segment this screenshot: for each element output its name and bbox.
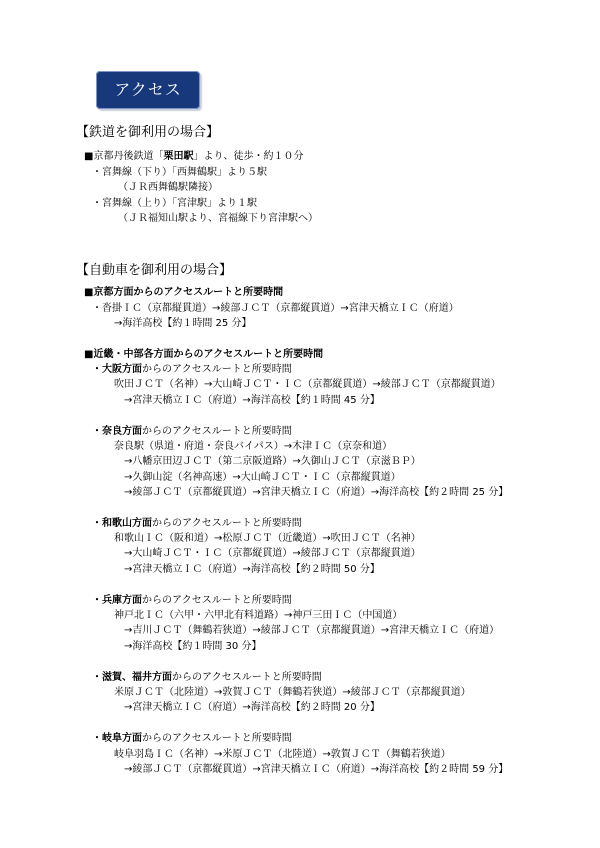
route-line: →宮津天橋立ＩＣ（府道）→海洋高校【約２時間 20 分】 — [124, 702, 380, 713]
section-suffix: からのアクセスルートと所要時間 — [172, 672, 322, 683]
rail-line: （ＪＲ西舞鶴駅隣接） — [118, 182, 218, 193]
section-title-wakayama — [92, 517, 302, 531]
kyoto-route-line: ・沓掛ＩＣ（京都縦貫道）→綾部ＪＣＴ（京都縦貫道）→宮津天橋立ＩＣ（府道） — [92, 303, 459, 314]
page-title: アクセス — [96, 71, 200, 109]
rail-main-station: 栗田駅 — [163, 151, 194, 162]
section-suffix: からのアクセスルートと所要時間 — [142, 364, 292, 375]
route-line: →海洋高校【約１時間 30 分】 — [124, 641, 262, 652]
rail-main-line — [84, 150, 303, 164]
car-heading: 【自動車を御利用の場合】 — [76, 263, 233, 278]
route-line: →八幡京田辺ＪＣＴ（第二京阪道路）→久御山ＪＣＴ（京滋ＢＰ） — [124, 456, 421, 467]
section-title-nara — [92, 425, 292, 439]
route-line: →宮津天橋立ＩＣ（府道）→海洋高校【約１時間 45 分】 — [124, 395, 380, 406]
kyoto-route-line: →海洋高校【約１時間 25 分】 — [114, 318, 252, 329]
route-line: 吹田ＪＣＴ（名神）→大山崎ＪＣＴ・ＩＣ（京都縦貫道）→綾部ＪＣＴ（京都縦貫道） — [114, 379, 501, 390]
section-area: ・兵庫方面 — [92, 595, 142, 606]
rail-main-pre: ■京都丹後鉄道「 — [84, 151, 164, 162]
route-line: →吉川ＪＣＴ（舞鶴若狭道）→綾部ＪＣＴ（京都縦貫道）→宮津天橋立ＩＣ（府道） — [124, 625, 500, 636]
route-line: 和歌山ＩＣ（阪和道）→松原ＪＣＴ（近畿道）→吹田ＪＣＴ（名神） — [114, 533, 421, 544]
section-area: ・奈良方面 — [92, 426, 142, 437]
section-area: ・岐阜方面 — [92, 733, 142, 744]
route-line: 岐阜羽島ＩＣ（名神）→米原ＪＣＴ（北陸道）→敦賀ＪＣＴ（舞鶴若狭道） — [114, 749, 451, 760]
rail-main-post: 」より、徒歩・約１０分 — [193, 151, 304, 162]
kyoto-title: ■京都方面からのアクセスルートと所要時間 — [84, 287, 284, 298]
route-line: 奈良駅（県道・府道・奈良バイパス）→木津ＩＣ（京奈和道） — [114, 441, 393, 452]
rail-line: ・宮舞線（下り）「西舞鶴駅」より５駅 — [92, 167, 267, 178]
section-area: ・滋賀、福井方面 — [92, 672, 172, 683]
section-title-osaka — [92, 363, 292, 377]
rail-line: ・宮舞線（上り）「宮津駅」より１駅 — [92, 198, 257, 209]
rail-heading: 【鉄道を御利用の場合】 — [76, 125, 220, 140]
route-line: 米原ＪＣＴ（北陸道）→敦賀ＪＣＴ（舞鶴若狭道）→綾部ＪＣＴ（京都縦貫道） — [114, 687, 471, 698]
section-suffix: からのアクセスルートと所要時間 — [142, 426, 292, 437]
route-line: →綾部ＪＣＴ（京都縦貫道）→宮津天橋立ＩＣ（府道）→海洋高校【約２時間 59 分】 — [124, 764, 509, 775]
route-line: →大山崎ＪＣＴ・ＩＣ（京都縦貫道）→綾部ＪＣＴ（京都縦貫道） — [124, 548, 421, 559]
route-line: →綾部ＪＣＴ（京都縦貫道）→宮津天橋立ＩＣ（府道）→海洋高校【約２時間 25 分】 — [124, 487, 509, 498]
route-line: →久御山淀（名神高速）→大山崎ＪＣＴ・ＩＣ（京都縦貫道） — [124, 472, 401, 483]
section-title-hyogo — [92, 594, 292, 608]
rail-line: （ＪＲ福知山駅より、宮福線下り宮津駅へ） — [118, 213, 318, 224]
section-suffix: からのアクセスルートと所要時間 — [142, 595, 292, 606]
route-line: →宮津天橋立ＩＣ（府道）→海洋高校【約２時間 50 分】 — [124, 564, 380, 575]
section-title-shiga-fukui — [92, 671, 322, 685]
section-suffix: からのアクセスルートと所要時間 — [152, 518, 302, 529]
section-area: ・和歌山方面 — [92, 518, 152, 529]
section-title-gifu — [92, 732, 292, 746]
section-area: ・大阪方面 — [92, 364, 142, 375]
kinki-title: ■近畿・中部各方面からのアクセスルートと所要時間 — [84, 349, 324, 360]
section-suffix: からのアクセスルートと所要時間 — [142, 733, 292, 744]
route-line: 神戸北ＩＣ（六甲・六甲北有料道路）→神戸三田ＩＣ（中国道） — [114, 610, 403, 621]
